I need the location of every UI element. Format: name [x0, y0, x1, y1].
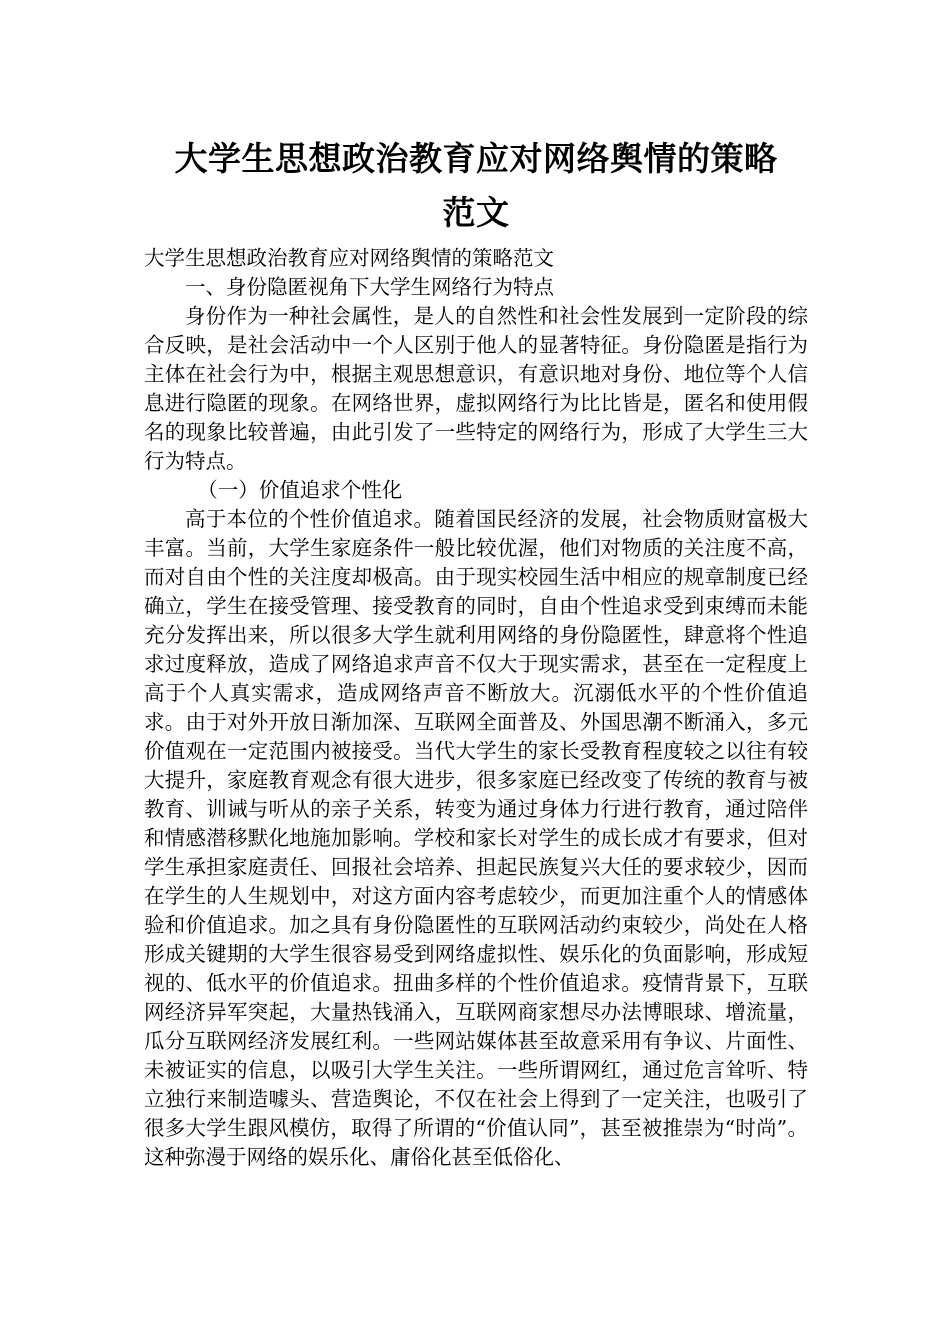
document-title-line-2: 范文 — [442, 193, 510, 232]
paragraph-1: 身份作为一种社会属性，是人的自然性和社会性发展到一定阶段的综合反映，是社会活动中一个人区别于他人的显著特征。身份隐匿是指行为主体在社会行为中，根据主观思想意识，有意识地对身份、地位等个人信息进行隐匿的现象。在网络世界，虚拟网络行为比比皆是，匿名和使用假名的现象比较普遍，由此引发了一些特定的网络行为，形成了大学生三大行为特点。 — [144, 304, 808, 473]
section-heading-2: （一）价值追求个性化 — [197, 478, 403, 502]
document-subtitle: 大学生思想政治教育应对网络舆情的策略范文 — [144, 246, 554, 270]
document-title-line-1: 大学生思想政治教育应对网络舆情的策略 — [174, 139, 778, 178]
section-heading-1: 一、身份隐匿视角下大学生网络行为特点 — [185, 275, 554, 299]
document-body — [144, 244, 808, 1172]
document-title — [144, 132, 808, 240]
document-content — [144, 132, 808, 1172]
paragraph-2: 高于本位的个性价值追求。随着国民经济的发展，社会物质财富极大丰富。当前，大学生家庭条件一般比较优渥，他们对物质的关注度不高，而对自由个性的关注度却极高。由于现实校园生活中相应的规章制度已经确立，学生在接受管理、接受教育的同时，自由个性追求受到束缚而未能充分发挥出来，所以很多大学生就利用网络的身份隐匿性，肆意将个性追求过度释放，造成了网络追求声音不仅大于现实需求，甚至在一定程度上高于个人真实需求，造成网络声音不断放大。沉溺低水平的个性价值追求。由于对外开放日渐加深、互联网全面普及、外国思潮不断涌入，多元价值观在一定范围内被接受。当代大学生的家长受教育程度较之以往有较大提升，家庭教育观念有很大进步，很多家庭已经改变了传统的教育与被教育、训诫与听从的亲子关系，转变为通过身体力行进行教育，通过陪伴和情感潜移默化地施加影响。学校和家长对学生的成长成才有要求，但对学生承担家庭责任、回报社会培养、担起民族复兴大任的要求较少，因而在学生的人生规划中，对这方面内容考虑较少，而更加注重个人的情感体验和价值追求。加之具有身份隐匿性的互联网活动约束较少，尚处在人格形成关键期的大学生很容易受到网络虚拟性、娱乐化的负面影响，形成短视的、低水平的价值追求。扭曲多样的个性价值追求。疫情背景下，互联网经济异军突起，大量热钱涌入，互联网商家想尽办法博眼球、增流量，瓜分互联网经济发展红利。一些网站媒体甚至故意采用有争议、片面性、未被证实的信息，以吸引大学生关注。一些所谓网红，通过危言耸听、特立独行来制造噱头、营造舆论，不仅在社会上得到了一定关注，也吸引了很多大学生跟风模仿，取得了所谓的“价值认同”，甚至被推崇为“时尚”。这种弥漫于网络的娱乐化、庸俗化甚至低俗化、 — [144, 507, 808, 1169]
